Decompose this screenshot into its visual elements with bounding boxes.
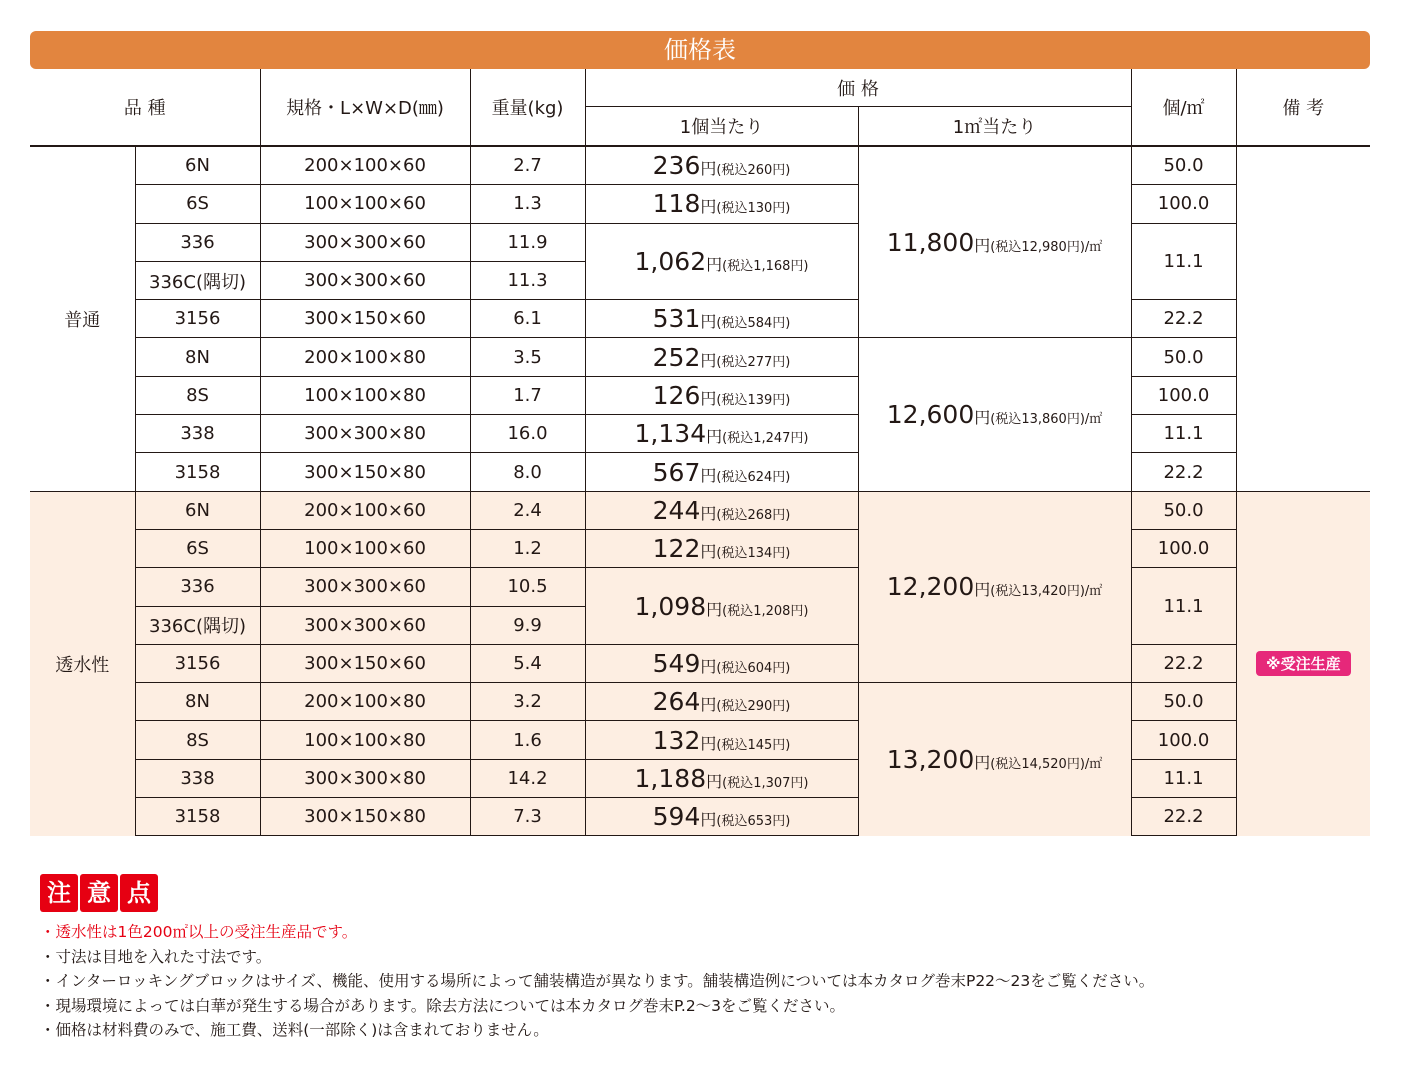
m2-price: 12,600 [886,400,975,430]
unit-price: 126 [652,380,701,410]
product-name: 3156 [135,644,260,682]
table-row [30,146,1370,185]
yen-label: 円 [974,580,991,600]
weight-cell: 3.5 [470,338,585,376]
weight-cell: 2.4 [470,491,585,529]
count-cell: 100.0 [1131,529,1236,567]
table-row [30,529,1370,567]
product-name: 3156 [135,300,260,338]
price-table [30,69,1370,836]
count-cell: 22.2 [1131,300,1236,338]
unit-price-cell [585,453,858,491]
unit-price-cell [585,683,858,721]
weight-cell: 6.1 [470,300,585,338]
weight-cell: 3.2 [470,683,585,721]
weight-cell: 2.7 [470,146,585,185]
unit-price-cell [585,721,858,759]
yen-label: 円 [706,771,723,791]
product-name: 3158 [135,798,260,836]
count-cell: 22.2 [1131,644,1236,682]
m2-price: 12,200 [886,572,975,602]
m2-price: 11,800 [886,227,975,257]
group-label: 透水性 [30,491,135,836]
count-cell: 50.0 [1131,683,1236,721]
unit-price: 244 [652,495,701,525]
unit-price-cell [585,376,858,414]
yen-label: 円 [974,753,991,772]
yen-label: 円 [974,235,991,255]
m2-price-cell [858,491,1131,682]
table-row [30,453,1370,491]
unit-price-tax: (税込134円) [716,546,791,562]
product-name: 336C(隅切) [135,261,260,299]
product-name: 8S [135,376,260,414]
unit-price: 252 [652,342,701,372]
unit-price: 118 [652,189,701,219]
m2-price-tax: (税込13,420円)/㎡ [990,584,1103,600]
spec-cell: 300×150×60 [260,300,470,338]
spec-cell: 300×150×80 [260,798,470,836]
note-line: ・寸法は目地を入れた寸法です。 [40,947,272,966]
yen-label: 円 [700,503,717,523]
table-row [30,721,1370,759]
spec-cell: 200×100×60 [260,491,470,529]
m2-price-cell [858,683,1131,836]
spec-cell: 100×100×60 [260,185,470,223]
yen-label: 円 [700,657,717,676]
table-row [30,185,1370,223]
note-line: ・インターロッキングブロックはサイズ、機能、使用する場所によって舗装構造が異なります。舗装構造例については本カタログ巻末P22～23をご覧ください。 [40,972,1155,990]
header-kikaku: 規格・L×W×D(㎜) [260,69,470,146]
weight-cell: 1.6 [470,721,585,759]
notes-section [40,874,1340,1043]
spec-cell: 100×100×60 [260,529,470,567]
weight-cell: 1.2 [470,529,585,567]
header-ko-per-m2: 個/㎡ [1131,69,1236,146]
yen-label: 円 [700,733,717,753]
unit-price-tax: (税込290円) [716,699,791,715]
unit-price-cell [585,491,858,529]
count-cell: 50.0 [1131,491,1236,529]
weight-cell: 14.2 [470,759,585,797]
spec-cell: 200×100×80 [260,338,470,376]
yen-label: 円 [700,197,717,217]
m2-price-cell [858,338,1131,491]
spec-cell: 300×300×80 [260,759,470,797]
product-name: 6N [135,146,260,185]
unit-price-cell [585,568,858,645]
unit-price-tax: (税込653円) [716,814,791,830]
spec-cell: 300×300×80 [260,415,470,453]
product-name: 8N [135,683,260,721]
unit-price-cell [585,146,858,185]
unit-price-cell [585,529,858,567]
table-row [30,415,1370,453]
count-cell: 50.0 [1131,338,1236,376]
unit-price-cell [585,300,858,338]
m2-price-tax: (税込13,860円)/㎡ [990,412,1103,428]
spec-cell: 200×100×80 [260,683,470,721]
product-name: 336 [135,223,260,261]
m2-price-cell [858,146,1131,338]
unit-price: 236 [652,151,701,181]
spec-cell: 100×100×80 [260,721,470,759]
group-permeable [30,491,1370,836]
header-juryo: 重量(kg) [470,69,585,146]
group-label: 普通 [30,146,135,491]
count-cell: 100.0 [1131,185,1236,223]
unit-price-tax: (税込260円) [716,163,791,179]
yen-label: 円 [974,408,991,428]
yen-label: 円 [700,350,717,370]
unit-price-tax: (税込604円) [716,661,791,676]
notes-heading-char: 注 [40,874,78,912]
product-name: 336 [135,568,260,606]
count-cell: 11.1 [1131,759,1236,797]
table-row [30,376,1370,414]
notes-heading-char: 点 [120,874,158,912]
header-kakaku: 価 格 [585,69,1131,107]
product-name: 6S [135,529,260,567]
note-line: ・透水性は1色200㎡以上の受注生産品です。 [40,923,358,941]
weight-cell: 7.3 [470,798,585,836]
unit-price: 122 [652,534,701,564]
count-cell: 11.1 [1131,415,1236,453]
m2-price: 13,200 [886,745,975,774]
unit-price-cell [585,798,858,836]
notes-heading-char: 意 [80,874,118,912]
table-row [30,759,1370,797]
weight-cell: 9.9 [470,606,585,644]
yen-label: 円 [700,542,717,562]
count-cell: 11.1 [1131,568,1236,645]
yen-label: 円 [700,695,717,715]
unit-price-tax: (税込584円) [716,316,791,332]
unit-price-cell [585,644,858,682]
unit-price: 531 [652,304,701,334]
unit-price-tax: (税込1,307円) [722,775,809,791]
yen-label: 円 [706,427,723,447]
spec-cell: 200×100×60 [260,146,470,185]
m2-price-tax: (税込12,980円)/㎡ [990,239,1103,255]
header-per-m2: 1㎡当たり [858,107,1131,147]
unit-price-tax: (税込1,168円) [722,258,809,274]
weight-cell: 16.0 [470,415,585,453]
header-per-piece: 1個当たり [585,107,858,147]
count-cell: 22.2 [1131,798,1236,836]
unit-price-cell [585,415,858,453]
product-name: 336C(隅切) [135,606,260,644]
unit-price-tax: (税込1,247円) [722,431,809,447]
spec-cell: 300×300×60 [260,261,470,299]
weight-cell: 1.3 [470,185,585,223]
spec-cell: 300×300×60 [260,606,470,644]
unit-price: 549 [652,649,701,678]
notes-heading [40,874,1340,912]
weight-cell: 10.5 [470,568,585,606]
product-name: 6N [135,491,260,529]
table-row [30,300,1370,338]
weight-cell: 11.9 [470,223,585,261]
unit-price: 567 [652,457,701,487]
group-normal [30,146,1370,491]
m2-price-tax: (税込14,520円)/㎡ [990,757,1103,772]
header-hinshu: 品 種 [30,69,260,146]
table-row [30,568,1370,606]
unit-price-tax: (税込268円) [716,507,791,523]
bikou-cell [1236,146,1370,491]
table-row [30,338,1370,376]
weight-cell: 8.0 [470,453,585,491]
unit-price-cell [585,223,858,300]
spec-cell: 300×150×80 [260,453,470,491]
made-to-order-badge: ※受注生産 [1256,651,1351,676]
table-row [30,683,1370,721]
weight-cell: 1.7 [470,376,585,414]
count-cell: 100.0 [1131,721,1236,759]
yen-label: 円 [706,599,723,619]
page-title: 価格表 [30,31,1370,69]
weight-cell: 5.4 [470,644,585,682]
unit-price-tax: (税込277円) [716,354,791,370]
table-row [30,223,1370,261]
unit-price-tax: (税込145円) [716,737,791,753]
weight-cell: 11.3 [470,261,585,299]
note-line: ・現場環境によっては白華が発生する場合があります。除去方法については本カタログ巻末P.2～3をご覧ください。 [40,996,846,1015]
unit-price: 132 [652,725,701,755]
table-row [30,644,1370,682]
table-row [30,491,1370,529]
unit-price: 1,062 [634,246,707,276]
unit-price-cell [585,338,858,376]
unit-price-tax: (税込1,208円) [722,603,809,619]
yen-label: 円 [700,810,717,830]
spec-cell: 100×100×80 [260,376,470,414]
unit-price: 264 [652,687,701,717]
yen-label: 円 [700,465,717,485]
unit-price-cell [585,185,858,223]
product-name: 8N [135,338,260,376]
product-name: 8S [135,721,260,759]
unit-price: 1,134 [634,419,707,449]
unit-price-tax: (税込139円) [716,392,791,408]
unit-price: 1,188 [634,763,707,793]
yen-label: 円 [700,312,717,332]
product-name: 338 [135,415,260,453]
yen-label: 円 [700,388,717,408]
spec-cell: 300×300×60 [260,568,470,606]
header-bikou: 備 考 [1236,69,1370,146]
unit-price-cell [585,759,858,797]
count-cell: 11.1 [1131,223,1236,300]
unit-price-tax: (税込130円) [716,201,791,217]
product-name: 6S [135,185,260,223]
note-line: ・価格は材料費のみで、施工費、送料(一部除く)は含まれておりません。 [40,1021,549,1039]
unit-price-tax: (税込624円) [716,469,791,485]
count-cell: 50.0 [1131,146,1236,185]
spec-cell: 300×300×60 [260,223,470,261]
count-cell: 22.2 [1131,453,1236,491]
yen-label: 円 [700,159,717,179]
bikou-cell [1236,491,1370,836]
yen-label: 円 [706,254,723,274]
spec-cell: 300×150×60 [260,644,470,682]
product-name: 338 [135,759,260,797]
table-row [30,798,1370,836]
count-cell: 100.0 [1131,376,1236,414]
product-name: 3158 [135,453,260,491]
unit-price: 594 [652,802,701,832]
unit-price: 1,098 [634,591,707,621]
